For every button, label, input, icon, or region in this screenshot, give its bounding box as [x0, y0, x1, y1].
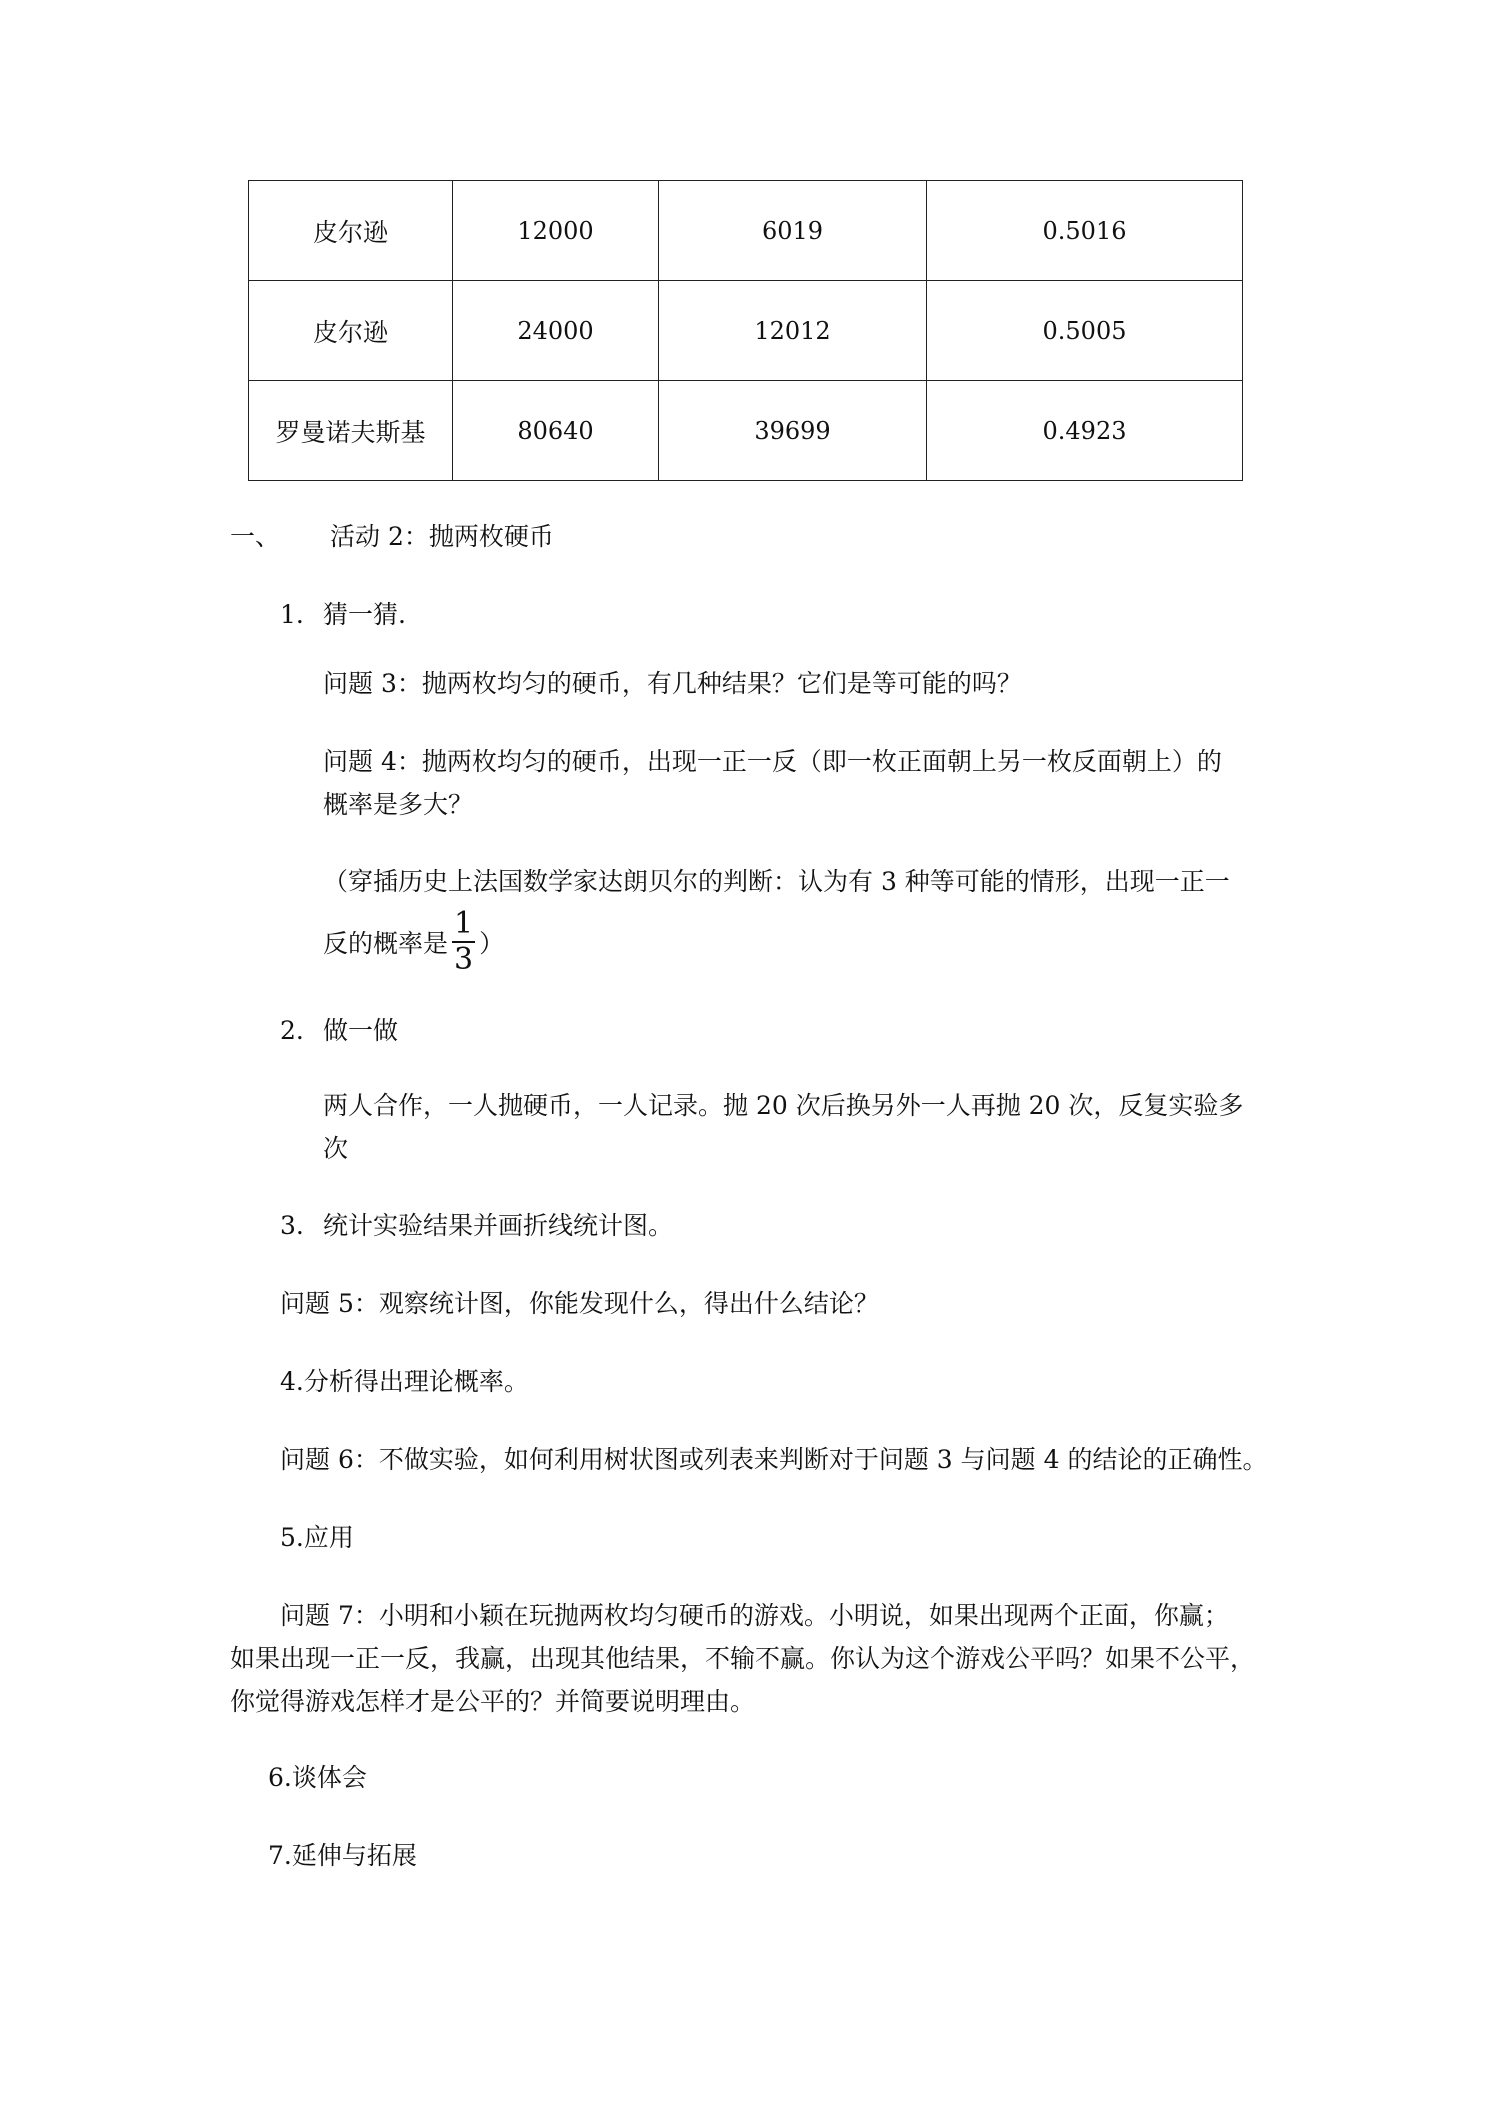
section-marker: 一、	[230, 522, 281, 551]
table-cell-heads: 6019	[659, 181, 927, 281]
question-7-line1: 问题 7：小明和小颖在玩抛两枚均匀硬币的游戏。小明说，如果出现两个正面，你赢；	[280, 1601, 1229, 1630]
table-cell-frequency: 0.4923	[927, 381, 1243, 481]
table-cell-heads: 12012	[659, 281, 927, 381]
table-cell-tosses: 24000	[453, 281, 659, 381]
question-7-line2: 如果出现一正一反，我赢，出现其他结果，不输不赢。你认为这个游戏公平吗？如果不公平，	[230, 1644, 1256, 1673]
question-3: 问题 3：抛两枚均匀的硬币，有几种结果？它们是等可能的吗？	[323, 669, 1022, 698]
item-talk: 6.谈体会	[268, 1763, 367, 1792]
section-title: 活动 2：抛两枚硬币	[330, 522, 554, 551]
question-6: 问题 6：不做实验，如何利用树状图或列表来判断对于问题 3 与问题 4 的结论的正确性。	[280, 1445, 1268, 1474]
item-analyze: 4.分析得出理论概率。	[280, 1367, 529, 1396]
table-cell-frequency: 0.5005	[927, 281, 1243, 381]
item-guess-label: 猜一猜.	[323, 600, 406, 629]
history-note-suffix: ）	[479, 929, 505, 958]
table-row	[249, 181, 1243, 281]
question-5: 问题 5：观察统计图，你能发现什么，得出什么结论？	[280, 1289, 879, 1318]
fraction-denominator: 3	[454, 941, 474, 977]
table-cell-tosses: 12000	[453, 181, 659, 281]
item-do-label: 做一做	[323, 1016, 399, 1045]
table-cell-frequency: 0.5016	[927, 181, 1243, 281]
history-note-line2	[323, 906, 504, 982]
question-4-line1: 问题 4：抛两枚均匀的硬币，出现一正一反（即一枚正面朝上另一枚反面朝上）的	[323, 747, 1222, 776]
table-cell-heads: 39699	[659, 381, 927, 481]
item-number: 2.	[280, 1016, 304, 1045]
fraction-numerator: 1	[454, 905, 474, 941]
question-4-line2: 概率是多大？	[323, 790, 474, 819]
history-note-prefix: 反的概率是	[323, 929, 449, 958]
item-number: 3.	[280, 1211, 304, 1240]
fraction-one-third	[452, 907, 475, 977]
coin-toss-table	[248, 180, 1243, 481]
item-stat-label: 统计实验结果并画折线统计图。	[323, 1211, 674, 1240]
table-cell-experimenter: 皮尔逊	[249, 281, 453, 381]
do-instruction-line1: 两人合作，一人抛硬币，一人记录。抛 20 次后换另外一人再抛 20 次，反复实验多	[323, 1091, 1244, 1120]
table-row	[249, 281, 1243, 381]
question-7-line3: 你觉得游戏怎样才是公平的？并简要说明理由。	[230, 1687, 756, 1716]
table-cell-experimenter: 皮尔逊	[249, 181, 453, 281]
item-apply: 5.应用	[280, 1523, 354, 1552]
table-row	[249, 381, 1243, 481]
do-instruction-line2: 次	[323, 1134, 349, 1163]
table-cell-tosses: 80640	[453, 381, 659, 481]
item-number: 1.	[280, 600, 304, 629]
history-note-line1: （穿插历史上法国数学家达朗贝尔的判断：认为有 3 种等可能的情形，出现一正一	[323, 867, 1230, 896]
item-extend: 7.延伸与拓展	[268, 1841, 417, 1870]
table-cell-experimenter: 罗曼诺夫斯基	[249, 381, 453, 481]
